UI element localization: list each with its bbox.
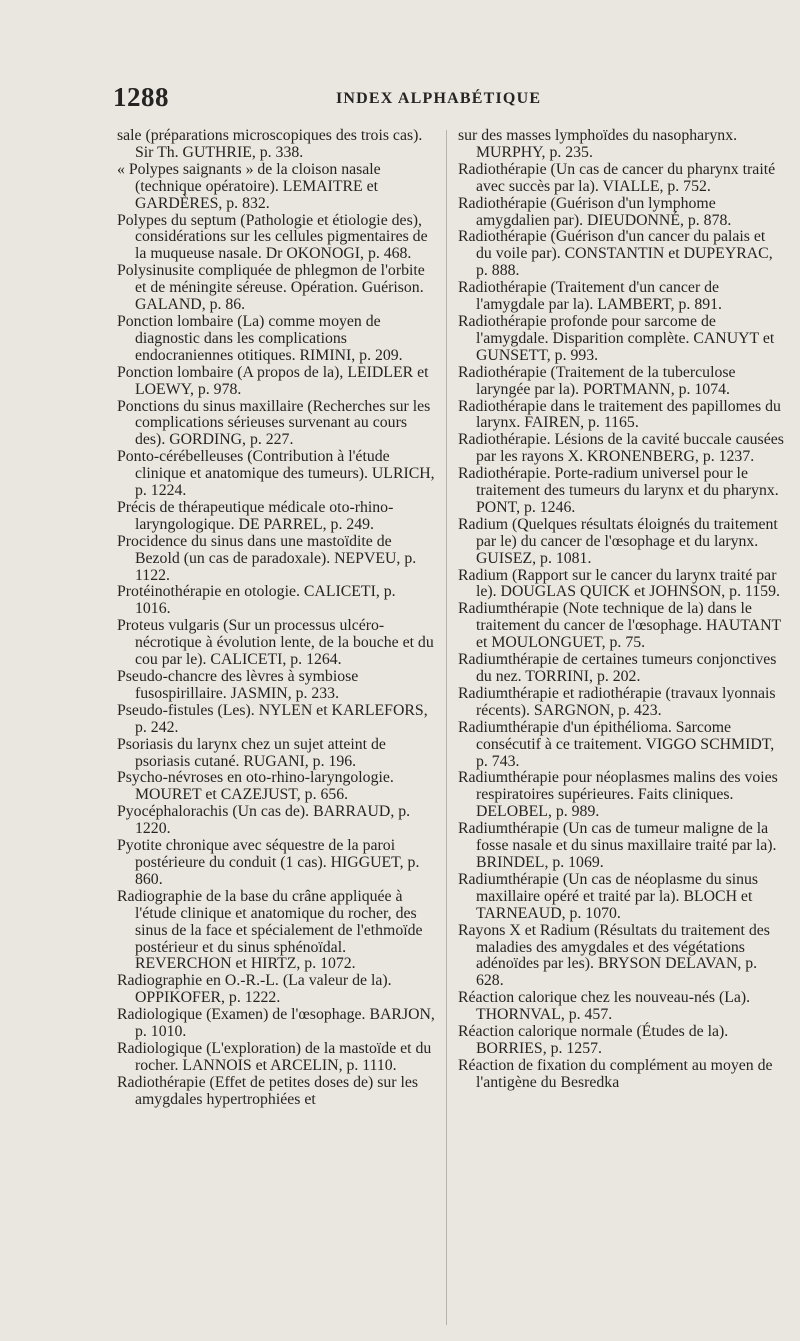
index-entry: Polypes du septum (Pathologie et étiologie des), considérations sur les cellules pigmentaires de la muqueuse nasale. Dr OKONOGI, p. 468. [117,211,428,263]
index-entry: Radiologique (L'exploration) de la mastoïde et du rocher. LANNOIS et ARCELIN, p. 1110. [117,1039,432,1074]
index-entry: Radiumthérapie et radiothérapie (travaux lyonnais récents). SARGNON, p. 423. [458,684,776,719]
index-entry: Pseudo-chancre des lèvres à symbiose fusospirillaire. JASMIN, p. 233. [117,668,359,702]
index-entry: Radiothérapie profonde pour sarcome de l'amygdale. Disparition complète. CANUYT et GUNSETT, p. 993. [458,312,775,364]
index-entry: Radiothérapie (Un cas de cancer du pharynx traité avec succès par la). VIALLE, p. 752. [458,160,776,195]
index-entry: Réaction calorique chez les nouveau-nés (La). THORNVAL, p. 457. [458,989,751,1024]
page-header [0,82,800,118]
index-entry: Ponction lombaire (La) comme moyen de diagnostic dans les complications endocraniennes otitiques. RIMINI, p. 209. [117,312,403,364]
index-entry: Ponctions du sinus maxillaire (Recherches sur les complications sérieuses survenant au cours des). GORDING, p. 227. [117,397,431,449]
index-entry: Radiographie de la base du crâne appliquée à l'étude clinique et anatomique du rocher, des sinus de la face et spécialement de l'ethmoïde postérieur et du sinus sphénoïdal. REVERCHON et HIRTZ, p. 1072. [117,887,423,973]
index-entry: Radiumthérapie (Un cas de néoplasme du sinus maxillaire opéré et traité par la). BLOCH et TARNEAUD, p. 1070. [458,870,759,922]
index-entry: « Polypes saignants » de la cloison nasale (technique opératoire). LEMAITRE et GARDÈRES, p. 832. [117,160,381,212]
index-entry: Radiothérapie (Guérison d'un cancer du palais et du voile par). CONSTANTIN et DUPEYRAC, p. 888. [458,228,773,280]
index-entry: Pyocéphalorachis (Un cas de). BARRAUD, p. 1220. [117,803,411,838]
index-entry: Radiumthérapie pour néoplasmes malins des voies respiratoires supérieures. Faits cliniques. DELOBEL, p. 989. [458,769,778,821]
index-entry: sale (préparations microscopiques des trois cas). Sir Th. GUTHRIE, p. 338. [117,127,423,161]
index-entry: Radiothérapie dans le traitement des papillomes du larynx. FAIREN, p. 1165. [458,397,781,432]
index-entry: Radiumthérapie d'un épithélioma. Sarcome consécutif à ce traitement. VIGGO SCHMIDT, p. 743. [458,718,775,770]
index-entry: Psoriasis du larynx chez un sujet atteint de psoriasis cutané. RUGANI, p. 196. [117,735,386,770]
index-entry: Radiologique (Examen) de l'œsophage. BARJON, p. 1010. [117,1006,435,1041]
index-entry: Radiumthérapie de certaines tumeurs conjonctives du nez. TORRINI, p. 202. [458,651,777,685]
index-entry: Radiothérapie (Traitement d'un cancer de l'amygdale par la). LAMBERT, p. 891. [458,279,722,314]
index-entry: Radiumthérapie (Un cas de tumeur maligne de la fosse nasale et du sinus maxillaire traité par la). BRINDEL, p. 1069. [458,820,777,871]
page-number: 1288 [113,82,169,112]
column-divider [446,130,447,1325]
index-entry: Procidence du sinus dans une mastoïdite de Bezold (un cas de paradoxale). NEPVEU, p. 1122. [117,532,417,584]
index-entry: Radiumthérapie (Note technique de la) dans le traitement du cancer de l'œsophage. HAUTANT et MOULONGUET, p. 75. [458,600,781,652]
index-entry: Radiothérapie. Lésions de la cavité buccale causées par les rayons X. KRONENBERG, p. 1237. [458,431,784,466]
index-entry: Protéinothérapie en otologie. CALICETI, p. 1016. [117,583,396,618]
index-entry: Radiothérapie (Effet de petites doses de) sur les amygdales hypertrophiées et [117,1073,419,1108]
index-entry: Réaction calorique normale (Études de la). BORRIES, p. 1257. [458,1023,729,1057]
index-entry: Radiothérapie (Guérison d'un lymphome amygdalien par). DIEUDONNÉ, p. 878. [458,194,732,229]
index-entry: Radium (Quelques résultats éloignés du traitement par le) du cancer de l'œsophage et du larynx. GUISEZ, p. 1081. [458,515,778,567]
index-entry: Pseudo-fistules (Les). NYLEN et KARLEFORS, p. 242. [117,701,428,736]
index-entry: Précis de thérapeutique médicale oto-rhino-laryngologique. DE PARREL, p. 249. [117,498,394,533]
right-column [458,128,784,1092]
index-entry: sur des masses lymphoïdes du nasopharynx. MURPHY, p. 235. [458,127,738,161]
index-entry: Radium (Rapport sur le cancer du larynx traité par le). DOUGLAS QUICK et JOHNSON, p. 1159. [458,566,780,601]
index-entry: Radiothérapie (Traitement de la tuberculose laryngée par la). PORTMANN, p. 1074. [458,363,736,398]
index-entry: Psycho-névroses en oto-rhino-laryngologie. MOURET et CAZEJUST, p. 656. [117,769,394,804]
index-entry: Ponto-cérébelleuses (Contribution à l'étude clinique et anatomique des tumeurs). ULRICH, p. 1224. [117,448,435,500]
index-entry: Pyotite chronique avec séquestre de la paroi postérieure du conduit (1 cas). HIGGUET, p. 860. [117,837,420,888]
index-entry: Polysinusite compliquée de phlegmon de l'orbite et de méningite séreuse. Opération. Guérison. GALAND, p. 86. [117,262,425,314]
left-column [117,128,435,1109]
running-title: INDEX ALPHABÉTIQUE [336,90,542,107]
index-entry: Proteus vulgaris (Sur un processus ulcéro-nécrotique à évolution lente, de la bouche et du cou par le). CALICETI, p. 1264. [117,617,434,669]
index-entry: Rayons X et Radium (Résultats du traitement des maladies des amygdales et des végétations adénoïdes par les). BRYSON DELAVAN, p. 628. [458,921,770,990]
index-entry: Ponction lombaire (A propos de la), LEIDLER et LOEWY, p. 978. [117,363,429,398]
index-entry: Radiographie en O.-R.-L. (La valeur de la). OPPIKOFER, p. 1222. [117,972,392,1007]
index-entry: Réaction de fixation du complément au moyen de l'antigène du Besredka [458,1056,773,1091]
index-entry: Radiothérapie. Porte-radium universel pour le traitement des tumeurs du larynx et du pharynx. PONT, p. 1246. [458,465,779,516]
